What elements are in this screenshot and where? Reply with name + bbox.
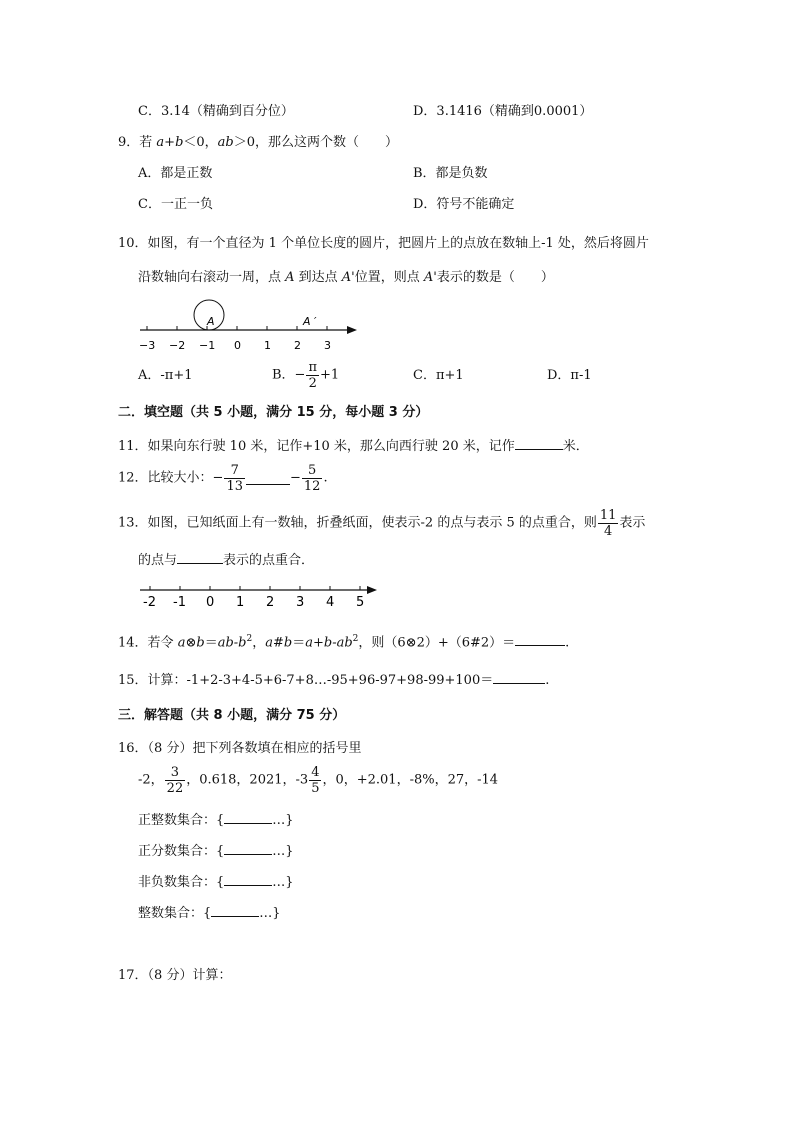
section-2-title: 二．填空题（共 5 小题，满分 15 分，每小题 3 分） — [118, 405, 429, 420]
question-15: 15．计算：-1+2-3+4-5+6-7+8…-95+96-97+98-99+100＝ . — [118, 673, 550, 688]
set-positive-integers-blank[interactable] — [224, 811, 272, 824]
q10-tick-labels — [139, 339, 331, 352]
svg-text:1: 1 — [236, 595, 245, 610]
set-integers-blank[interactable] — [211, 904, 259, 917]
question-13-line2: 的点与 表示的点重合． — [138, 553, 315, 568]
question-11: 11．如果向东行驶 10 米，记作+10 米，那么向西行驶 20 米，记作 米． — [118, 439, 589, 454]
set-non-negative: 非负数集合：{ …} — [138, 875, 294, 890]
svg-text:−3: −3 — [139, 339, 156, 352]
section-3-title: 三．解答题（共 8 小题，满分 75 分） — [118, 708, 346, 723]
question-16-numbers: -2， $\frac{3}{22}$ ，0.618，2021，-3 $\frac{4}{5}$ ，0，+2.01，-8%，27，-14 — [138, 765, 499, 796]
q10-axis-arrow — [347, 326, 357, 334]
set-positive-fractions-blank[interactable] — [224, 842, 272, 855]
set-non-negative-blank[interactable] — [224, 873, 272, 886]
set-positive-fractions: 正分数集合：{ …} — [138, 844, 294, 859]
svg-text:3: 3 — [324, 339, 331, 352]
q9-option-d: D．符号不能确定 — [413, 197, 515, 212]
q9-option-a: A．都是正数 — [138, 166, 213, 181]
q10-ticks — [147, 326, 327, 330]
svg-text:2: 2 — [294, 339, 301, 352]
question-17-title: 17．（8 分）计算： — [118, 968, 232, 983]
q9-option-b: B．都是负数 — [413, 166, 488, 181]
q10-option-d: D．π-1 — [547, 368, 592, 383]
q10-label-a-prime: A ′ — [303, 315, 317, 328]
q13-blank[interactable] — [177, 551, 223, 564]
q10-option-a: A．-π+1 — [138, 368, 193, 383]
question-9: 9．若 a+b＜0，ab＞0，那么这两个数（ ） — [118, 135, 399, 150]
q10-option-b: B．− $\frac{\pi}{2}$ +1 — [272, 360, 340, 391]
question-13-line1: 13．如图，已知纸面上有一数轴，折叠纸面，使表示-2 的点与表示 5 的点重合，则 $\frac{11}{4}$ 表示 — [118, 508, 646, 539]
q11-blank[interactable] — [515, 437, 563, 450]
svg-text:−1: −1 — [199, 339, 216, 352]
svg-text:3: 3 — [296, 595, 305, 610]
q9-option-c: C．一正一负 — [138, 197, 213, 212]
q12-blank[interactable] — [246, 472, 290, 485]
svg-text:-1: -1 — [173, 595, 186, 610]
svg-text:0: 0 — [234, 339, 241, 352]
q10-number-line-figure — [135, 298, 365, 358]
q10-label-a: A — [207, 315, 215, 328]
q14-blank[interactable] — [515, 633, 565, 646]
question-14: 14．若令 $a\otimes b=ab-b^2$，$a\#b=a+b-ab^2$，则（6⊗2）+（6#2）＝ . — [118, 634, 570, 651]
svg-text:5: 5 — [356, 595, 365, 610]
question-16-title: 16．（8 分）把下列各数填在相应的括号里 — [118, 741, 362, 756]
svg-text:1: 1 — [264, 339, 271, 352]
question-10-line1: 10．如图，有一个直径为 1 个单位长度的圆片，把圆片上的点放在数轴上-1 处，然后将圆片 — [118, 236, 649, 251]
svg-text:4: 4 — [326, 595, 335, 610]
svg-text:0: 0 — [206, 595, 215, 610]
q13-tick-labels — [143, 595, 364, 610]
set-positive-integers: 正整数集合：{ …} — [138, 813, 294, 828]
svg-text:2: 2 — [266, 595, 275, 610]
set-integers: 整数集合：{ …} — [138, 906, 281, 921]
question-10-line2: 沿数轴向右滚动一周，点 A 到达点 A'位置，则点 A'表示的数是（ ） — [138, 270, 554, 285]
q13-axis-arrow — [367, 586, 377, 594]
q10-option-c: C．π+1 — [413, 368, 464, 383]
question-12: 12．比较大小：− $\frac{7}{13}$ − $\frac{5}{12}$ . — [118, 463, 328, 494]
svg-text:−2: −2 — [169, 339, 186, 352]
svg-text:-2: -2 — [143, 595, 156, 610]
q15-blank[interactable] — [493, 671, 545, 684]
q13-number-line-figure — [135, 580, 385, 610]
q9-number: 9． — [118, 135, 140, 150]
q8-option-d: D．3.1416（精确到0.0001） — [413, 104, 593, 119]
q8-option-c: C．3.14（精确到百分位） — [138, 104, 294, 119]
